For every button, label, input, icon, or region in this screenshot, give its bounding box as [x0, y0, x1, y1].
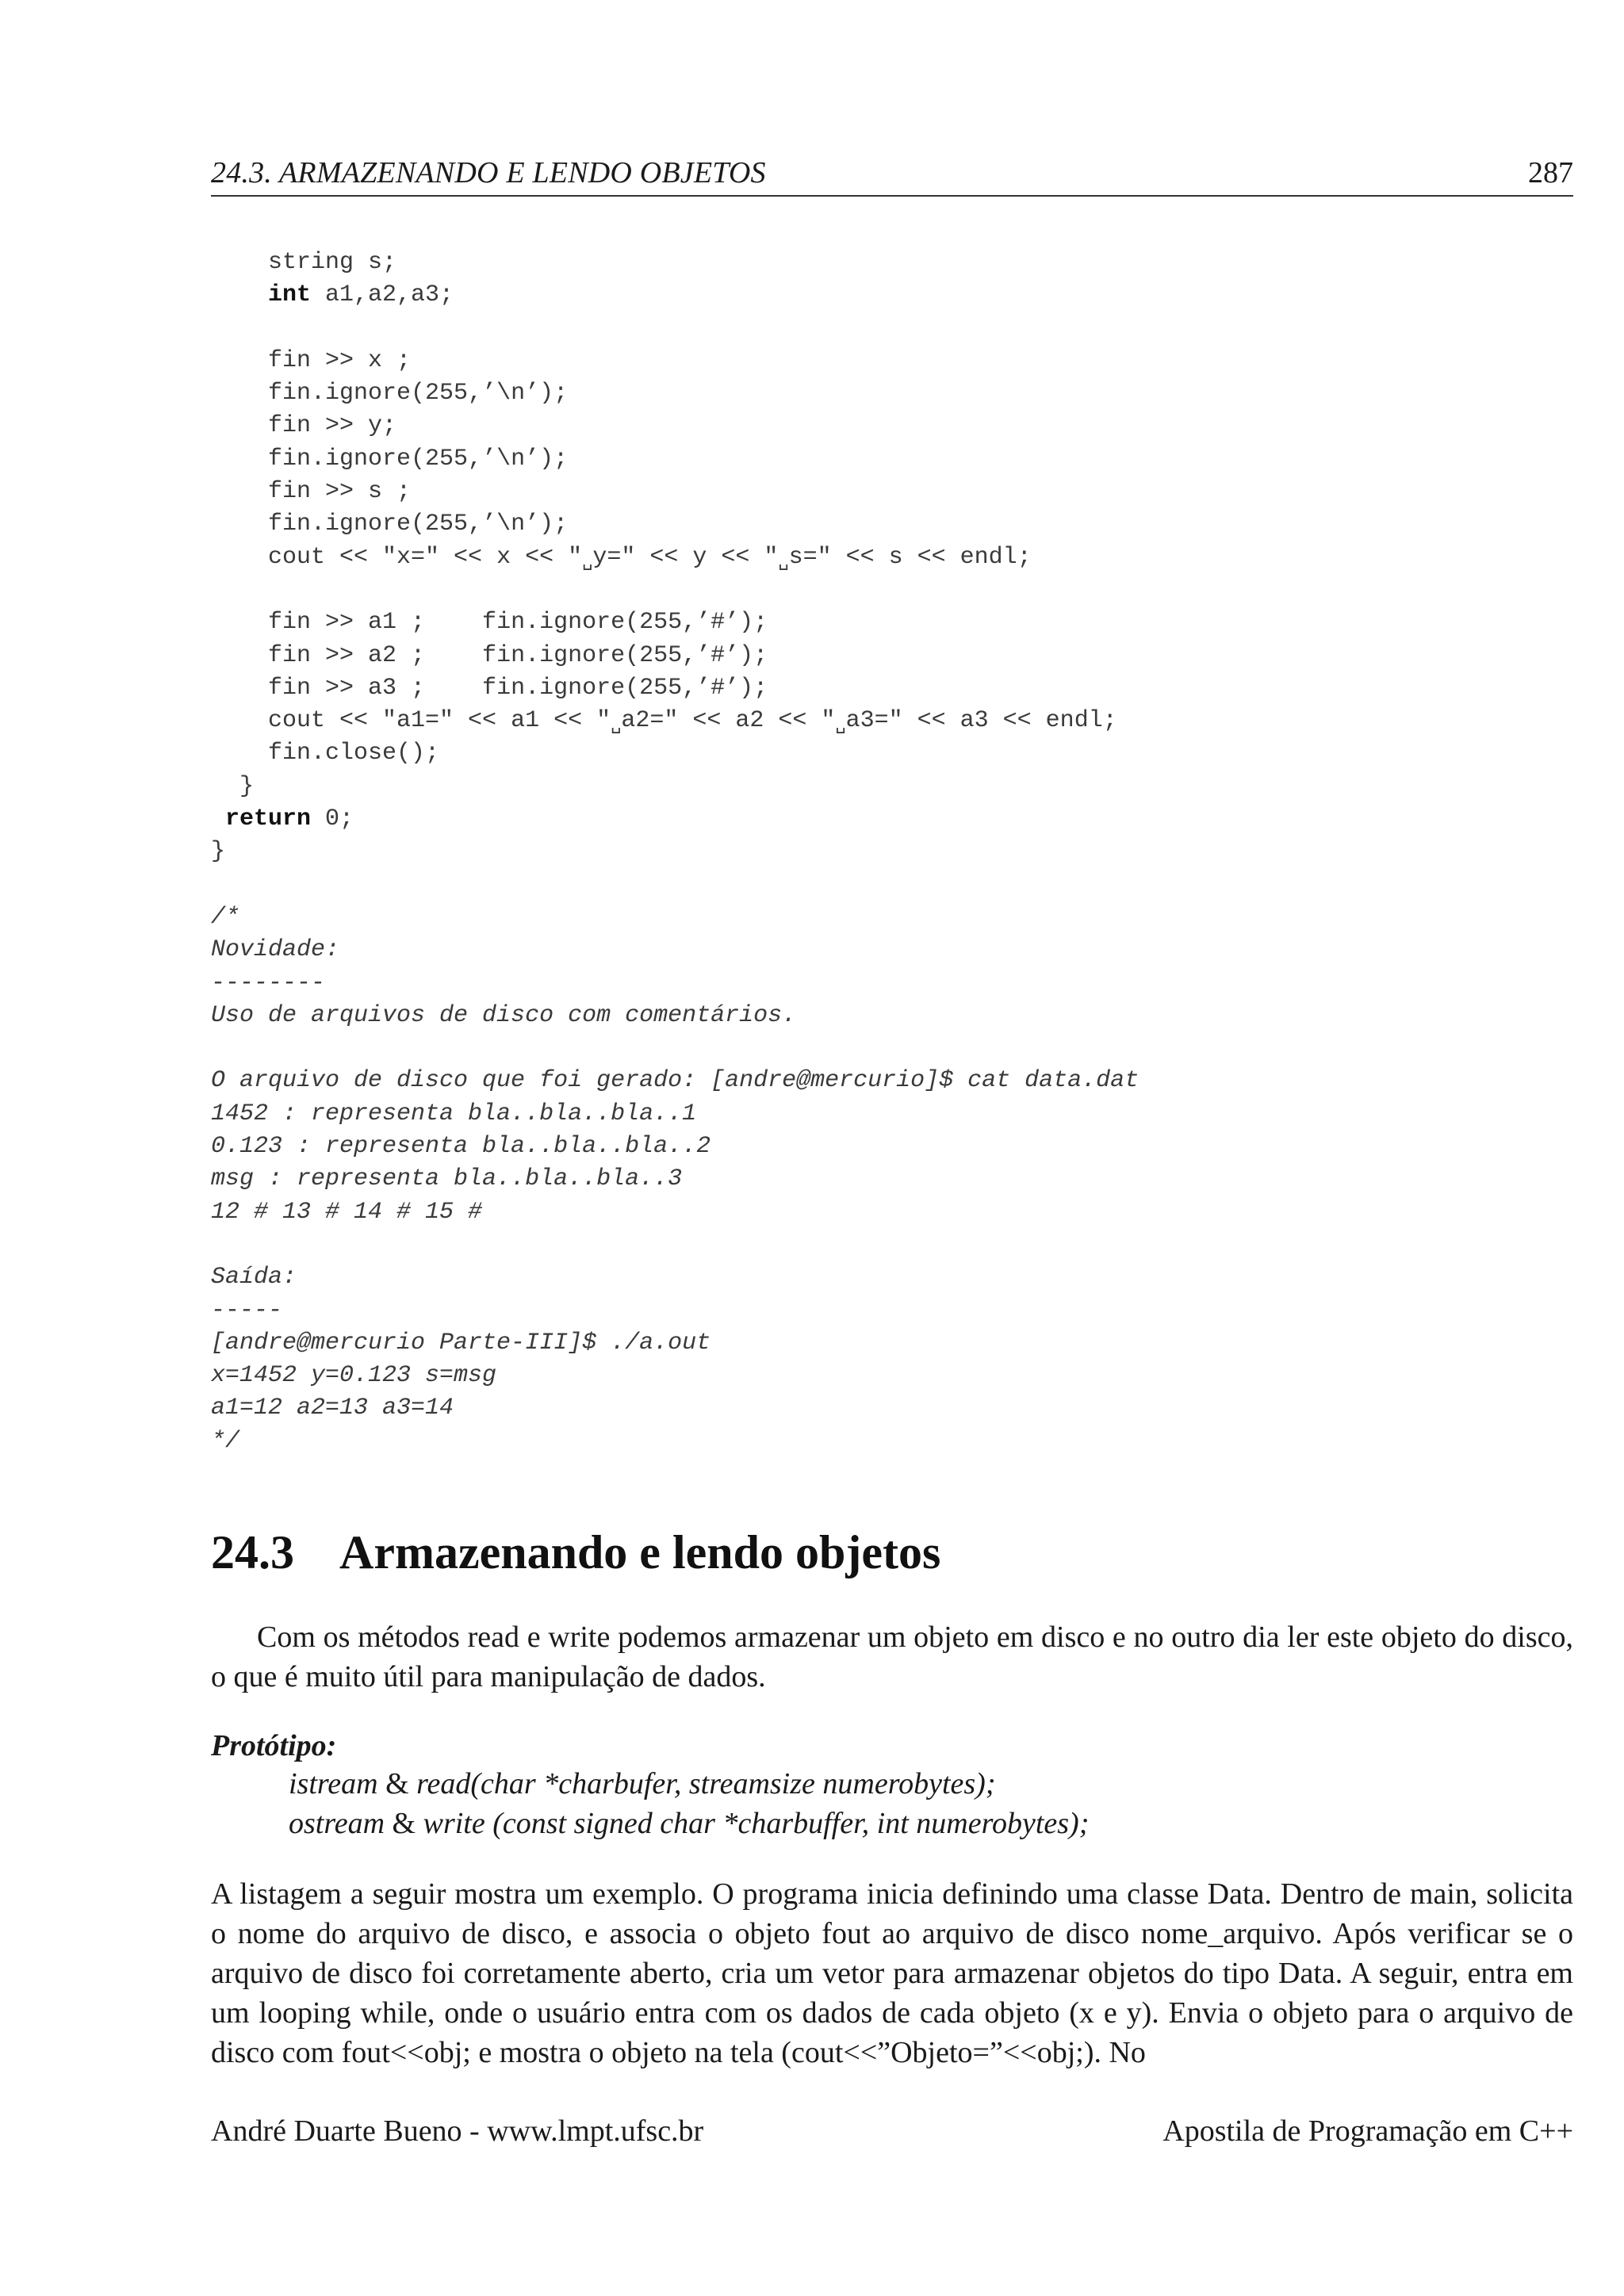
code-line [211, 1196, 1139, 1229]
footer-book-title: Apostila de Programação em C++ [1162, 2114, 1573, 2148]
section-number: 24.3 [211, 1526, 294, 1578]
visible-space-glyph: ␣ [835, 715, 846, 736]
page-footer [211, 2114, 1573, 2153]
code-line [211, 247, 1139, 279]
prototype-read-amp: & [385, 1767, 409, 1800]
code-text: fin.ignore(255,’\n’); [268, 511, 569, 538]
visible-space-glyph: ␣ [582, 551, 593, 572]
code-line [211, 1032, 1139, 1065]
code-text: string s; [268, 249, 397, 276]
code-line [211, 901, 1139, 934]
code-line [211, 279, 1139, 312]
code-comment: [andre@mercurio Parte-III]$ ./a.out [211, 1329, 711, 1357]
code-listing [211, 247, 1139, 1458]
code-text: fin >> a3 ; fin.ignore(255,’#’); [268, 674, 768, 702]
prototype-write-amp: & [392, 1807, 416, 1840]
code-line [211, 967, 1139, 1000]
code-line [211, 1327, 1139, 1360]
code-keyword: int [268, 281, 312, 309]
prototype-write-signature: write (const signed char *charbuffer, int numerobytes); [416, 1807, 1090, 1840]
code-text: } [239, 772, 255, 800]
prototype-read [289, 1766, 995, 1801]
code-line [211, 771, 1139, 803]
code-comment: Saída: [211, 1264, 297, 1292]
code-text: y=" << y << " [592, 543, 779, 571]
code-comment: 12 # 13 # 14 # 15 # [211, 1198, 483, 1226]
intro-paragraph: Com os métodos read e write podemos armazenar um objeto em disco e no outro dia ler este objeto do disco, o que é muito útil para manipulação de dados. [211, 1621, 1573, 1693]
code-comment: /* [211, 903, 240, 931]
code-comment: O arquivo de disco que foi gerado: [andre@mercurio]$ cat data.dat [211, 1067, 1139, 1095]
code-line [211, 1065, 1139, 1097]
code-line [211, 1295, 1139, 1327]
code-line [211, 672, 1139, 705]
code-line [211, 1131, 1139, 1163]
code-comment: -------- [211, 969, 326, 997]
code-line [211, 934, 1139, 966]
prototype-read-type: istream [289, 1767, 378, 1800]
prototype-read-signature: read(char *charbufer, streamsize numerobytes); [408, 1767, 996, 1800]
code-text: a2=" << a2 << " [621, 707, 836, 735]
code-comment: x=1452 y=0.123 s=msg [211, 1362, 497, 1390]
code-text: fin >> s ; [268, 478, 412, 506]
code-line [211, 836, 1139, 868]
code-line [211, 1229, 1139, 1261]
visible-space-glyph: ␣ [611, 715, 622, 736]
code-line [211, 345, 1139, 377]
code-line [211, 541, 1139, 574]
code-comment: msg : representa bla..bla..bla..3 [211, 1165, 683, 1193]
code-keyword: return [225, 806, 312, 833]
code-line [211, 1360, 1139, 1392]
code-line [211, 607, 1139, 639]
code-text: s=" << s << endl; [788, 543, 1032, 571]
code-comment: Novidade: [211, 936, 340, 964]
code-line [211, 476, 1139, 508]
code-comment: Uso de arquivos de disco com comentários. [211, 1001, 797, 1029]
code-line [211, 410, 1139, 442]
code-line [211, 508, 1139, 541]
code-line [211, 312, 1139, 345]
code-text: cout << "x=" << x << " [268, 543, 583, 571]
code-text: fin >> x ; [268, 346, 412, 374]
code-text: 0; [311, 806, 354, 833]
code-line [211, 1098, 1139, 1131]
prototype-write [289, 1806, 1089, 1841]
code-line [211, 803, 1139, 836]
code-text: a3=" << a3 << endl; [845, 707, 1117, 735]
code-comment: 0.123 : representa bla..bla..bla..2 [211, 1133, 711, 1161]
running-header-title: 24.3. ARMAZENANDO E LENDO OBJETOS [211, 156, 766, 189]
code-line [211, 574, 1139, 607]
example-paragraph: A listagem a seguir mostra um exemplo. O programa inicia definindo uma classe Data. Dentro de main, solicita o nome do arquivo de disco, e associa o objeto fout ao arquivo de disco nome_arquivo. Após verificar se o arquivo de disco foi corretamente aberto, cria um vetor para armazenar objetos do tipo Data. A seguir, entra em um looping while, onde o usuário entra com os dados de cada objeto (x e y). Envia o objeto para o arquivo de disco com fout<<obj; e mostra o objeto na tela (cout<<”Objeto=”<<obj;). No [211, 1877, 1573, 2069]
code-text: fin >> a2 ; fin.ignore(255,’#’); [268, 641, 768, 669]
code-line [211, 705, 1139, 737]
running-header [211, 151, 1573, 197]
code-line [211, 1425, 1139, 1458]
code-comment: */ [211, 1427, 240, 1455]
code-text: cout << "a1=" << a1 << " [268, 707, 611, 735]
code-text: fin >> a1 ; fin.ignore(255,’#’); [268, 609, 768, 637]
code-comment: ----- [211, 1296, 283, 1324]
section-heading [211, 1525, 940, 1580]
code-text: } [211, 838, 226, 866]
code-line [211, 640, 1139, 672]
visible-space-glyph: ␣ [778, 551, 789, 572]
code-text: fin.close(); [268, 740, 440, 767]
code-comment: a1=12 a2=13 a3=14 [211, 1395, 454, 1422]
code-line [211, 1163, 1139, 1196]
code-line [211, 1000, 1139, 1032]
prototype-label: Protótipo: [211, 1729, 337, 1762]
page-number: 287 [1528, 156, 1573, 189]
code-line [211, 443, 1139, 476]
section-title: Armazenando e lendo objetos [339, 1526, 941, 1578]
prototype-write-type: ostream [289, 1807, 385, 1840]
code-comment: 1452 : representa bla..bla..bla..1 [211, 1100, 697, 1127]
code-text: fin.ignore(255,’\n’); [268, 380, 569, 408]
code-text: fin.ignore(255,’\n’); [268, 445, 569, 473]
code-text: fin >> y; [268, 412, 397, 440]
footer-author: André Duarte Bueno - www.lmpt.ufsc.br [211, 2114, 704, 2148]
code-line [211, 869, 1139, 901]
code-line [211, 737, 1139, 770]
code-text: a1,a2,a3; [311, 281, 454, 309]
code-line [211, 1392, 1139, 1425]
code-line [211, 1261, 1139, 1294]
code-line [211, 377, 1139, 410]
